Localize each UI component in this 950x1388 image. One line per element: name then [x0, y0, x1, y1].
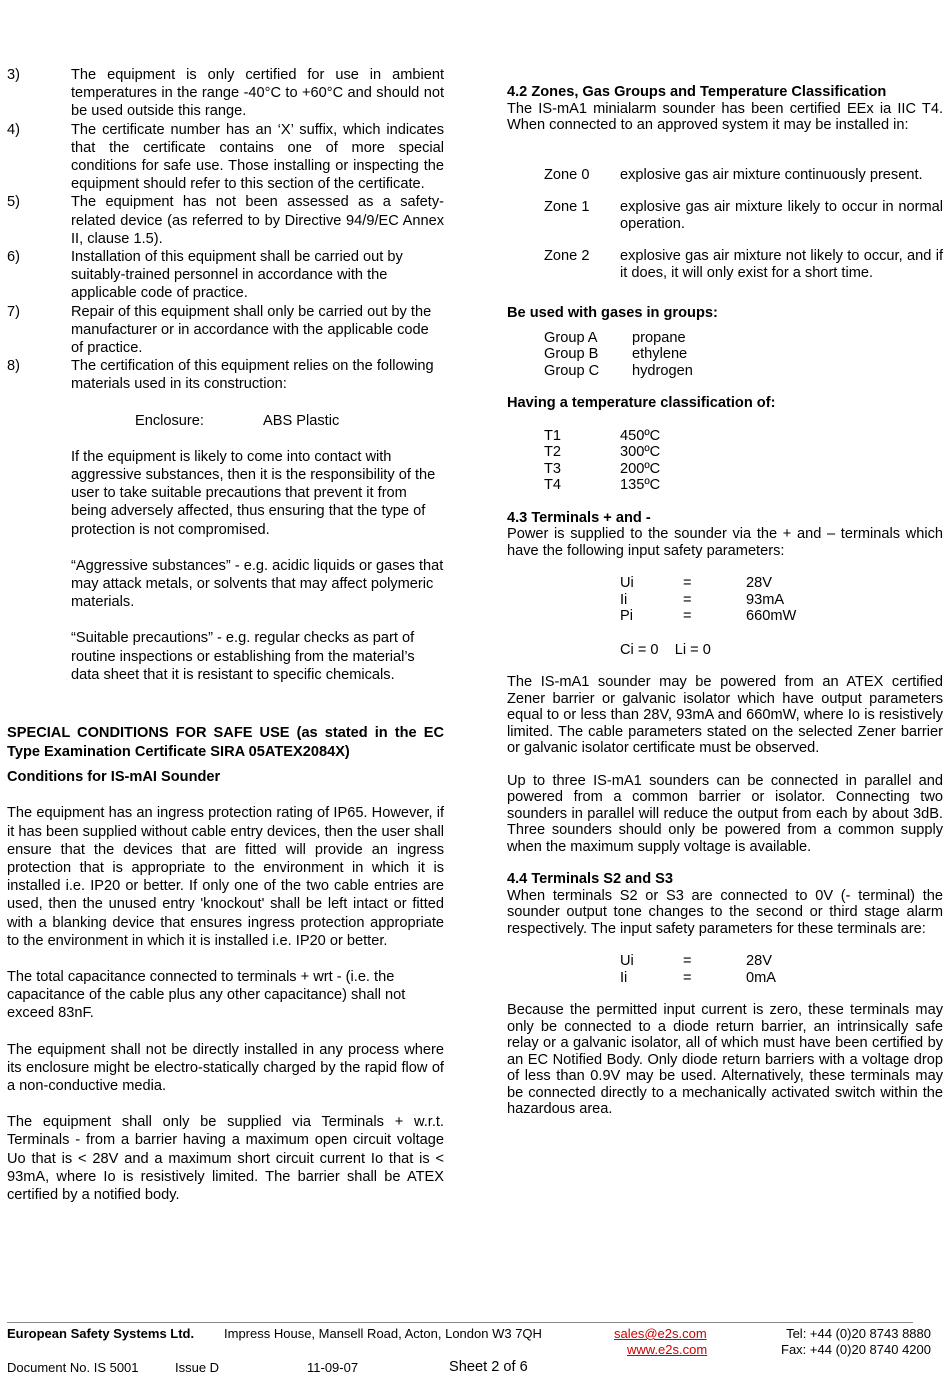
temperature-row [544, 428, 943, 445]
temperature-heading: Having a temperature classification of: [507, 395, 776, 411]
list-text: The equipment is only certified for use in ambient temperatures in the range -40°C to +60°C and should not be used outside this range. [71, 67, 444, 120]
supply-paragraph: The equipment shall only be supplied via Terminals + w.r.t. Terminals - from a barrier having a maximum open circuit voltage Uo that is < 28V and a maximum short circuit current Io that is < 93mA, where Io is resistively limited. The barrier shall be ATEX certified by a notified body. [7, 1114, 444, 1203]
zone-name: Zone 2 [544, 248, 590, 264]
aggressive-paragraph: If the equipment is likely to come into contact with aggressive substances, then it is the responsibility of the user to take suitable precautions that prevent it from being adversely affected, thus ensuring that the type of protection is not compromised. [71, 448, 436, 538]
enclosure-label: Enclosure: [135, 412, 204, 429]
fax-number: Fax: +44 (0)20 8740 4200 [781, 1342, 931, 1357]
zones-heading: 4.2 Zones, Gas Groups and Temperature Classification [507, 84, 887, 100]
enclosure-value: ABS Plastic [263, 412, 340, 429]
website-link[interactable]: www.e2s.com [627, 1342, 708, 1357]
parameter-equals: = [683, 591, 692, 608]
group-row [544, 363, 943, 380]
list-number: 4) [7, 121, 20, 138]
group-name: Group A [544, 329, 598, 346]
aggressive-definition: “Aggressive substances” - e.g. acidic liquids or gases that may attack metals, or solvents that may affect polymeric materials. [71, 557, 444, 611]
parallel-paragraph: Up to three IS-mA1 sounders can be connected in parallel and powered from a common barrier or isolator. Connecting two sounders in parallel will reduce the output from each by about 3dB. Three sounders should only be powered from a common supply when the maximum supply voltage is available. [507, 772, 943, 855]
parameter-row [620, 970, 943, 987]
parameter-name: Ii [620, 969, 628, 986]
zone-row [544, 167, 943, 184]
list-text: Installation of this equipment shall be carried out by suitably-trained personnel in accordance with the applicable code of practice. [71, 249, 403, 302]
precautions-definition: “Suitable precautions” - e.g. regular checks as part of routine inspections or establishing from the material’s data sheet that it is resistant to specific chemicals. [71, 630, 415, 683]
electrostatic-paragraph: The equipment shall not be directly installed in any process where its enclosure might be electro-statically charged by the rapid flow of a non-conductive media. [7, 1041, 444, 1094]
issue-date: 11-09-07 [307, 1360, 359, 1375]
s2s3-heading: 4.4 Terminals S2 and S3 [507, 871, 674, 887]
list-text: The equipment has not been assessed as a safety-related device (as referred to by Directive 94/9/EC Annex II, clause 1.5). [71, 194, 444, 247]
parameter-value: 0mA [746, 969, 777, 986]
diode-barrier-paragraph: Because the permitted input current is zero, these terminals may only be connected to a diode return barrier, an intrinsically safe relay or a galvanic isolator, all of which must have been certified by an EC Notified Body. Only diode return barriers with a voltage drop of less than 0.9V may be used. Alternatively, these terminals may be connected directly to a mechanically activated switch within the hazardous area. [507, 1002, 943, 1117]
zone-name: Zone 1 [544, 199, 590, 215]
list-item [7, 66, 444, 121]
temperature-row [544, 444, 943, 461]
temperature-value: 200ºC [620, 460, 661, 477]
zone-description: explosive gas air mixture not likely to occur, and if it does, it will only exist for a short time. [620, 248, 943, 281]
list-text: The certification of this equipment relies on the following materials used in its construction: [71, 358, 434, 393]
company-name: European Safety Systems Ltd. [7, 1326, 195, 1341]
zone-description: explosive gas air mixture continuously present. [620, 166, 923, 183]
issue-label: Issue D [175, 1360, 220, 1375]
group-gas: hydrogen [632, 362, 693, 379]
temperature-value: 450ºC [620, 427, 661, 444]
input-parameters [507, 575, 943, 658]
zone-name: Zone 0 [544, 166, 590, 183]
list-number: 8) [7, 358, 20, 375]
group-row [544, 346, 943, 363]
parameter-value: 93mA [746, 591, 785, 608]
parameter-equals: = [683, 608, 692, 624]
email-link[interactable]: sales@e2s.com [614, 1326, 707, 1341]
special-conditions-heading: SPECIAL CONDITIONS FOR SAFE USE (as stated in the EC Type Examination Certificate SIRA 05ATEX2084X) [7, 725, 444, 761]
ingress-paragraph: The equipment has an ingress protection rating of IP65. However, if it has been supplied without cable entry devices, then the user shall ensure that the devices that are fitted will provide an ingress protection that is appropriate to the environment in which it is installed i.e. IP20 or better. If only one of the two cable entries are used, then the unused entry 'knockout' shall be left intact or fitted with a blanking device that ensures ingress protection appropriate to the environment in which it is installed i.e. IP20 or better. [7, 805, 444, 949]
enclosure-row [7, 412, 444, 430]
group-gas: ethylene [632, 346, 688, 362]
temperature-row [544, 477, 943, 494]
list-text: The certificate number has an ‘X’ suffix, which indicates that the certificate contains one of more special conditions for safe use. Those installing or inspecting the equipment should refer to this section of the certificate. [71, 121, 444, 193]
temperature-class: T4 [544, 477, 562, 493]
list-number: 3) [7, 67, 20, 83]
powered-paragraph: The IS-mA1 sounder may be powered from an ATEX certified Zener barrier or galvanic isolator which have output parameters equal to or less than 28V, 93mA and 660mW, where Io is resistively limited. The cable parameters stated on the selected Zener barrier or galvanic isolator certificate must be observed. [507, 674, 943, 756]
group-row [544, 330, 943, 347]
groups-heading: Be used with gases in groups: [507, 305, 718, 321]
parameter-value: 28V [746, 953, 772, 969]
s2s3-parameters [507, 953, 943, 986]
group-gas: propane [632, 329, 686, 346]
terminals-heading: 4.3 Terminals + and - [507, 509, 651, 526]
list-number: 7) [7, 303, 20, 320]
zone-row [544, 248, 943, 281]
parameter-value: 660mW [746, 608, 797, 624]
list-item [7, 193, 444, 248]
temperature-value: 135ºC [620, 477, 661, 493]
parameter-row [620, 575, 943, 592]
zone-row [544, 199, 943, 232]
parameter-equals: = [683, 575, 692, 591]
parameter-value: 28V [746, 575, 772, 591]
parameter-row [620, 953, 943, 970]
temperature-class: T2 [544, 444, 562, 460]
list-number: 6) [7, 249, 20, 266]
parameter-row [620, 592, 943, 609]
zones-list [507, 167, 943, 282]
ci-li-values: Ci = 0 Li = 0 [620, 641, 711, 658]
left-column [7, 66, 444, 1204]
list-text: Repair of this equipment shall only be carried out by the manufacturer or in accordance with the applicable code of practice. [71, 303, 432, 357]
temperature-row [544, 461, 943, 478]
temperature-value: 300ºC [620, 444, 661, 460]
list-item [7, 357, 444, 393]
footer-divider [7, 1322, 913, 1323]
group-name: Group B [544, 346, 599, 362]
parameter-equals: = [683, 969, 692, 986]
list-number: 5) [7, 194, 20, 211]
conditions-heading: Conditions for IS-mAI Sounder [7, 769, 221, 786]
parameter-name: Ui [620, 575, 634, 591]
zone-description: explosive gas air mixture likely to occur in normal operation. [620, 199, 943, 232]
list-item [7, 121, 444, 194]
company-address: Impress House, Mansell Road, Acton, London W3 7QH [224, 1326, 542, 1341]
telephone-number: Tel: +44 (0)20 8743 8880 [786, 1326, 931, 1341]
temperature-class: T3 [544, 460, 562, 477]
list-item [7, 248, 444, 303]
document-number: Document No. IS 5001 [7, 1360, 139, 1375]
terminals-intro: Power is supplied to the sounder via the + and – terminals which have the following input safety parameters: [507, 526, 943, 559]
sheet-number: Sheet 2 of 6 [449, 1359, 528, 1375]
temperature-class: T1 [544, 427, 562, 444]
capacitance-paragraph: The total capacitance connected to terminals + wrt - (i.e. the capacitance of the cable plus any other capacitance) shall not exceed 83nF. [7, 968, 406, 1022]
zones-intro: The IS-mA1 minialarm sounder has been certified EEx ia IIC T4. When connected to an approved system it may be installed in: [507, 100, 943, 133]
parameter-name: Ii [620, 591, 628, 608]
temperature-list [507, 428, 943, 494]
list-item [7, 303, 444, 358]
parameter-name: Ui [620, 953, 634, 969]
groups-list [507, 330, 943, 380]
group-name: Group C [544, 362, 600, 379]
parameter-row [620, 608, 943, 625]
s2s3-intro: When terminals S2 or S3 are connected to 0V (- terminal) the sounder output tone changes to the second or third stage alarm respectively. The input safety parameters for these terminals are: [507, 887, 943, 937]
parameter-name: Pi [620, 608, 633, 624]
right-column [507, 84, 943, 1118]
parameter-equals: = [683, 953, 692, 969]
